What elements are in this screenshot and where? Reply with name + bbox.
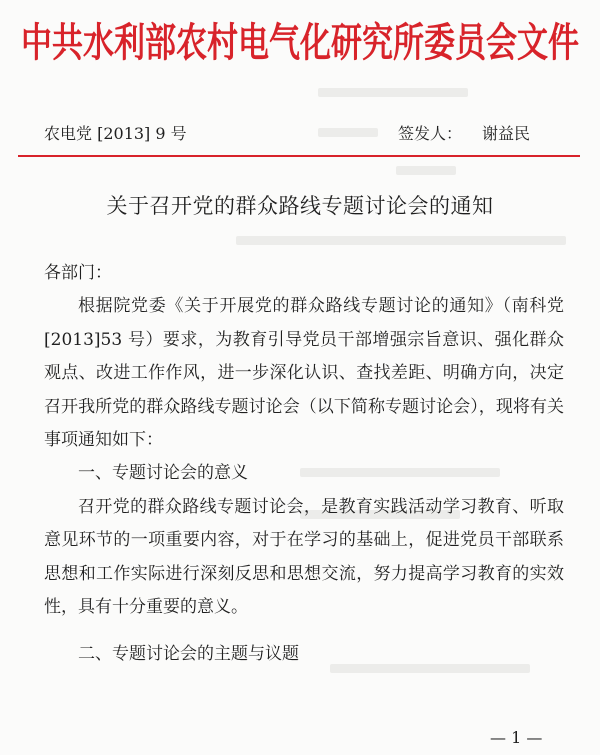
bleed-through-mark (318, 88, 468, 97)
paragraph-1: 根据院党委《关于开展党的群众路线专题讨论的通知》（南科党[2013]53 号）要求，为教育引导党员干部增强宗旨意识、强化群众观点、改进工作作风，进一步深化认识、查找差距、明确方向，决定召开我所党的群众路线专题讨论会（以下简称专题讨论会），现将有关事项通知如下： (44, 296, 564, 451)
signer-name: 谢益民 (482, 124, 531, 143)
salutation: 各部门： (44, 263, 112, 283)
masthead-title: 中共水利部农村电气化研究所委员会文件 (21, 20, 579, 67)
section-2-heading: 二、专题讨论会的主题与议题 (78, 644, 299, 665)
bleed-through-mark (396, 166, 456, 175)
document-number-line (0, 121, 600, 145)
spacer (44, 624, 564, 638)
bleed-through-mark (236, 236, 566, 245)
red-divider-line (18, 155, 580, 157)
document-title: 关于召开党的群众路线专题讨论会的通知 (106, 194, 494, 218)
document-number: 农电党 [2013] 9 号 (44, 124, 187, 143)
section-1-heading: 一、专题讨论会的意义 (78, 463, 248, 484)
page-number: — 1 — (490, 728, 543, 747)
signer-label: 签发人： (398, 124, 463, 143)
document-body (44, 257, 564, 672)
paragraph-2: 召开党的群众路线专题讨论会，是教育实践活动学习教育、听取意见环节的一项重要内容，对于在学习的基础上，促进党员干部联系思想和工作实际进行深刻反思和思想交流，努力提高学习教育的实效性，具有十分重要的意义。 (44, 496, 564, 618)
